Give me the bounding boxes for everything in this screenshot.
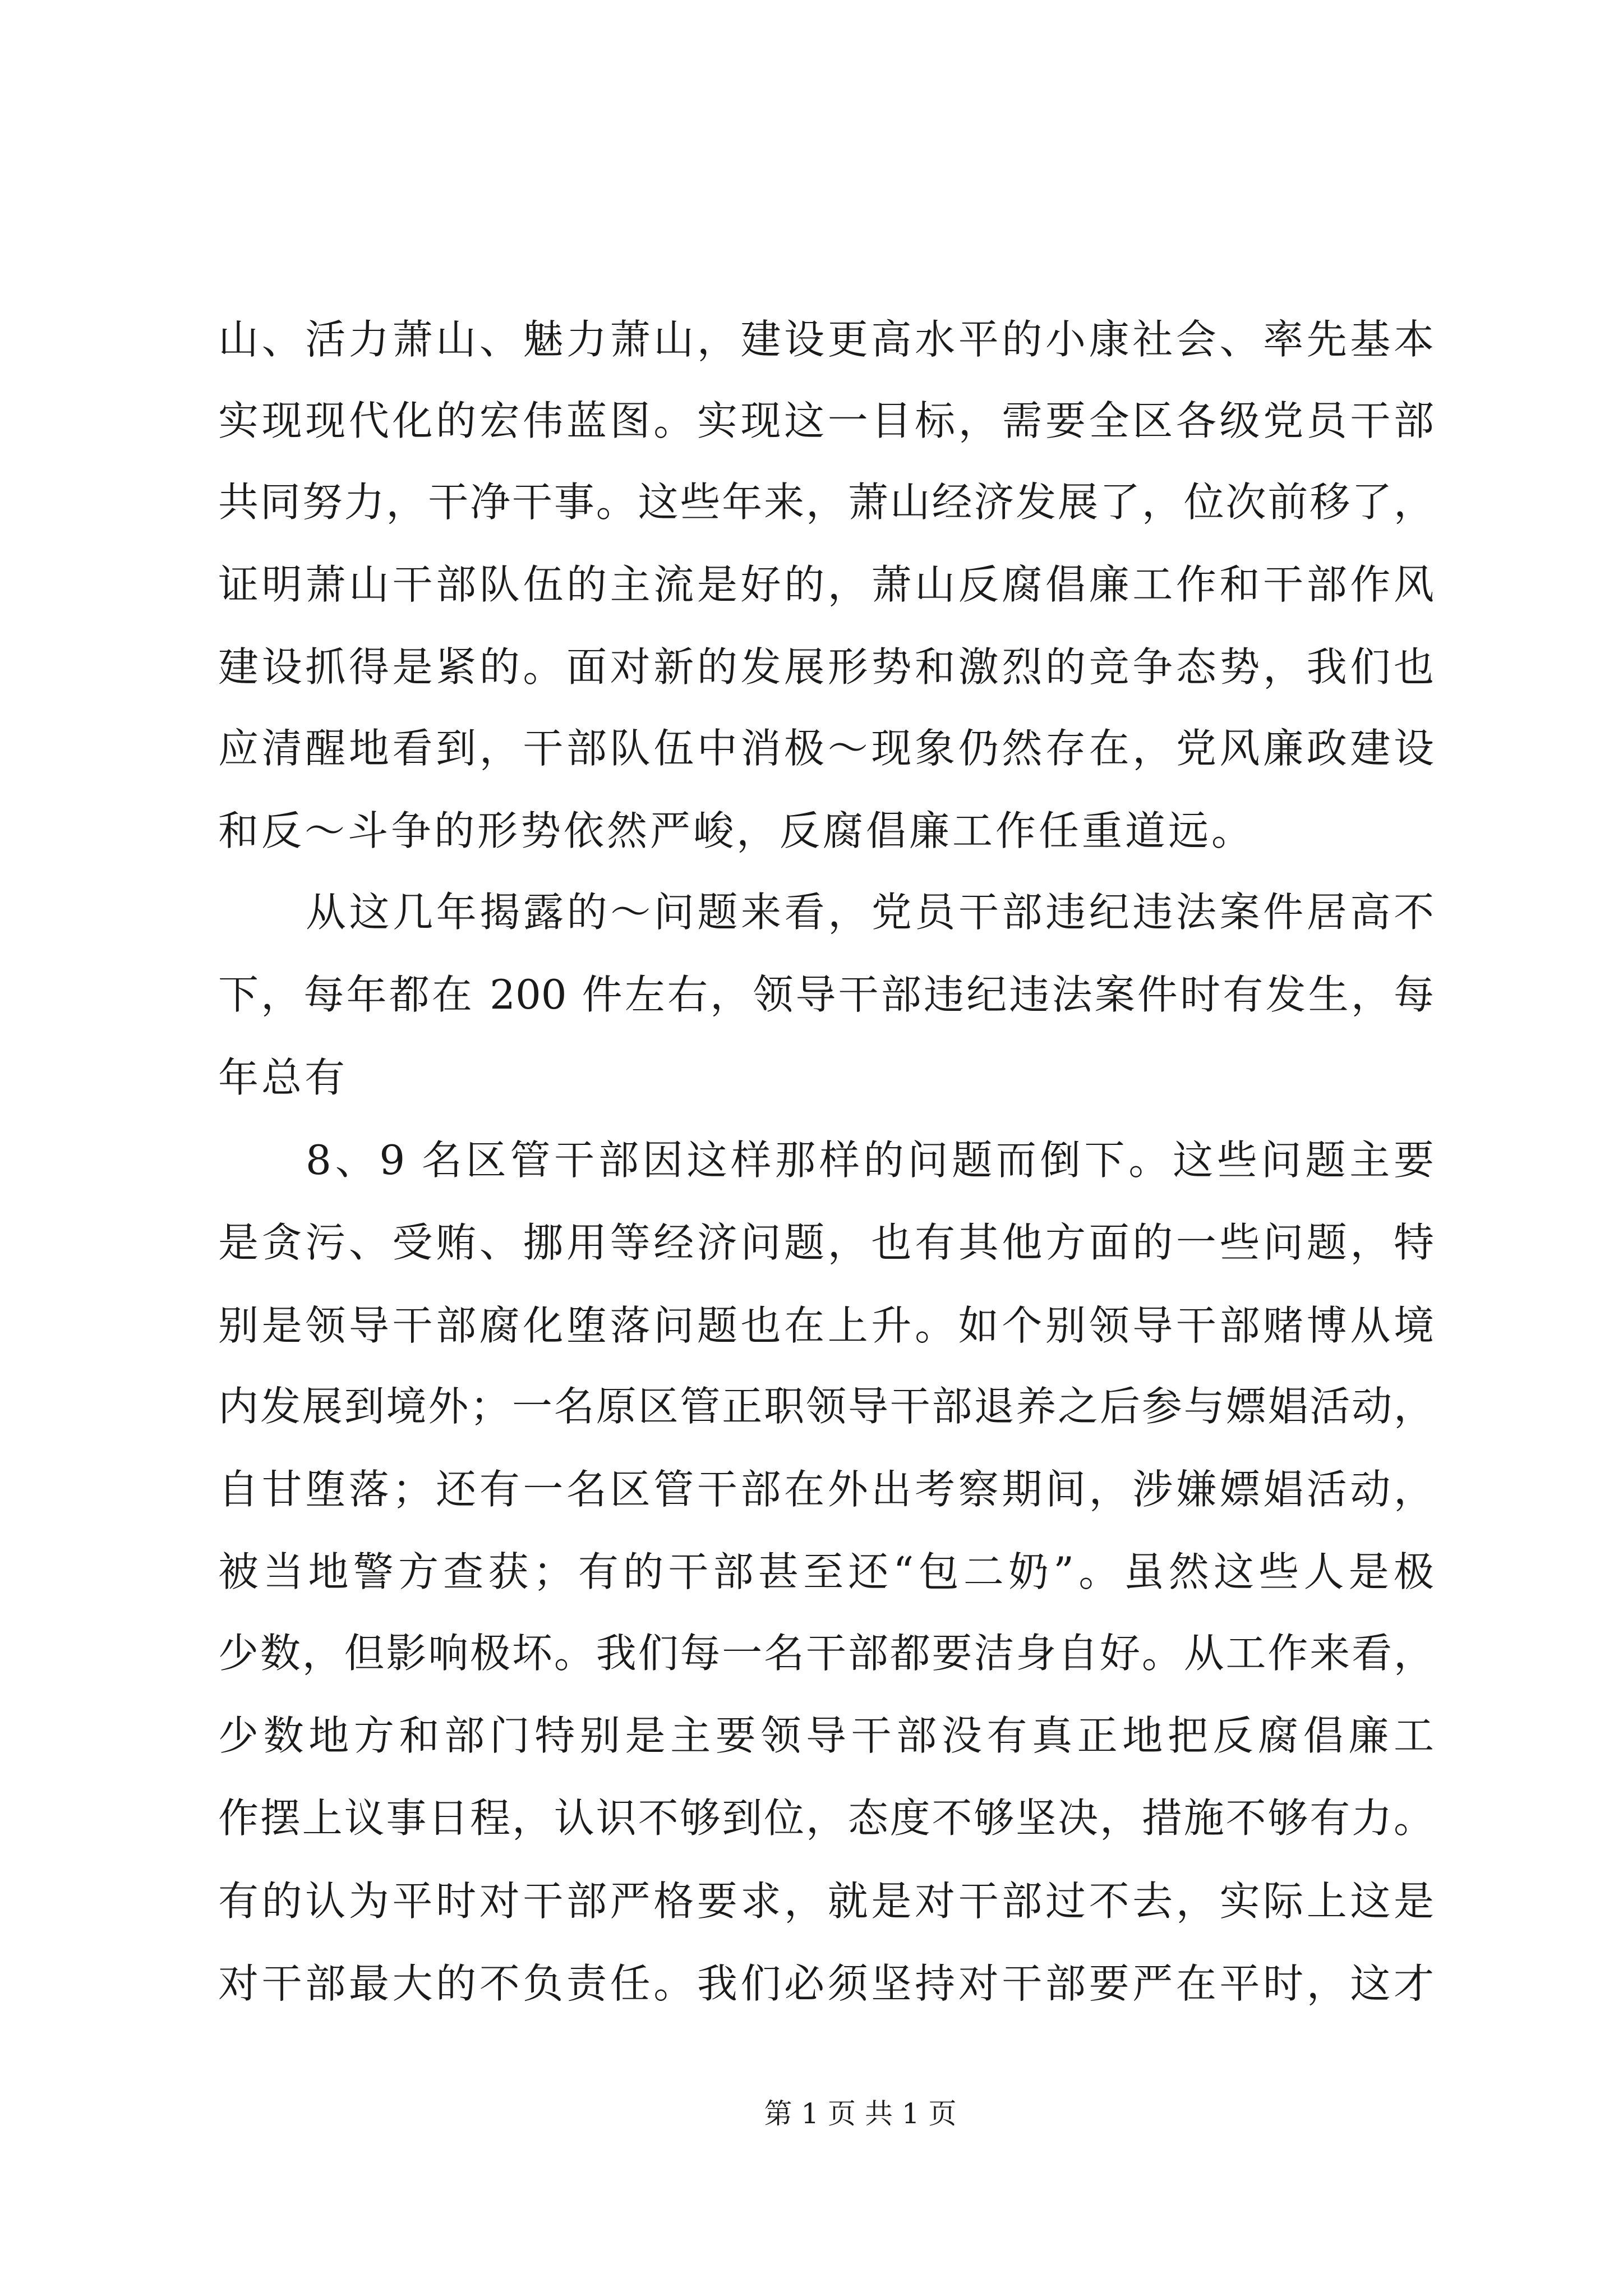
text-line: 少数，但影响极坏。我们每一名干部都要洁身自好。从工作来看， [218, 1630, 1434, 1677]
text-line: 年总有 [218, 1054, 348, 1101]
text-line: 建设抓得是紧的。面对新的发展形势和激烈的竞争态势，我们也 [218, 643, 1434, 691]
text-line: 内发展到境外；一名原区管正职领导干部退养之后参与嫖娼活动， [218, 1383, 1434, 1430]
text-line: 山、活力萧山、魅力萧山，建设更高水平的小康社会、率先基本 [218, 316, 1434, 363]
text-line: 应清醒地看到，干部队伍中消极～现象仍然存在，党风廉政建设 [218, 725, 1434, 772]
text-line: 作摆上议事日程，认识不够到位，态度不够坚决，措施不够有力。 [218, 1795, 1434, 1842]
page-footer-number: 第 1 页 共 1 页 [764, 2097, 957, 2130]
text-line: 有的认为平时对干部严格要求，就是对干部过不去，实际上这是 [218, 1878, 1434, 1925]
text-line: 8、9 名区管干部因这样那样的问题而倒下。这些问题主要 [306, 1137, 1434, 1184]
text-line: 是贪污、受贿、挪用等经济问题，也有其他方面的一些问题，特 [218, 1219, 1434, 1266]
text-line: 从这几年揭露的～问题来看，党员干部违纪违法案件居高不 [306, 889, 1434, 936]
text-line: 证明萧山干部队伍的主流是好的，萧山反腐倡廉工作和干部作风 [218, 561, 1434, 608]
text-line: 自甘堕落；还有一名区管干部在外出考察期间，涉嫌嫖娼活动， [218, 1466, 1434, 1513]
text-line: 实现现代化的宏伟蓝图。实现这一目标，需要全区各级党员干部 [218, 397, 1434, 444]
text-line: 被当地警方查获；有的干部甚至还“包二奶”。虽然这些人是极 [218, 1548, 1434, 1595]
text-line: 别是领导干部腐化堕落问题也在上升。如个别领导干部赌博从境 [218, 1302, 1434, 1349]
text-line: 少数地方和部门特别是主要领导干部没有真正地把反腐倡廉工 [218, 1712, 1434, 1759]
text-line: 对干部最大的不负责任。我们必须坚持对干部要严在平时，这才 [218, 1960, 1434, 2007]
text-line: 共同努力，干净干事。这些年来，萧山经济发展了，位次前移了， [218, 478, 1434, 526]
text-line: 下，每年都在 200 件左右，领导干部违纪违法案件时有发生，每 [218, 971, 1434, 1018]
text-line: 和反～斗争的形势依然严峻，反腐倡廉工作任重道远。 [218, 807, 1255, 854]
